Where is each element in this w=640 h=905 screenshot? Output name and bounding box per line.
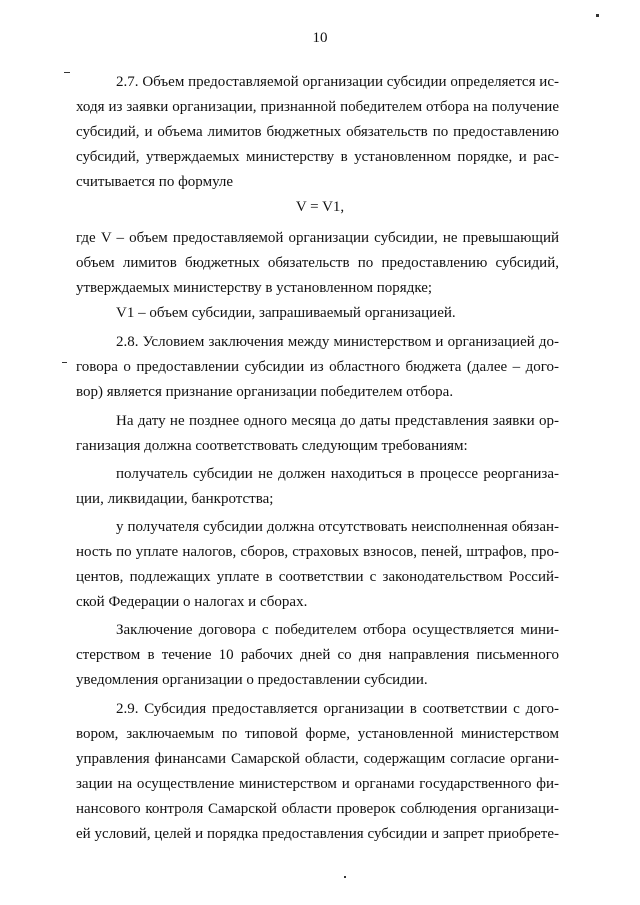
scan-speck bbox=[64, 72, 70, 73]
text-line: объем лимитов бюджетных обязательств по предоставлению субсидий, bbox=[76, 255, 559, 271]
text-line: ганизация должна соответствовать следующим требованиям: bbox=[76, 438, 468, 454]
text-line: уведомления организации о предоставлении субсидии. bbox=[76, 672, 428, 688]
text-line: вором, заключаемым по типовой форме, установленной министерством bbox=[76, 726, 559, 742]
text-line: центов, подлежащих уплате в соответствии с законодательством Россий- bbox=[76, 569, 559, 585]
text-line: Заключение договора с победителем отбора осуществляется мини- bbox=[116, 622, 559, 638]
text-line: 2.9. Субсидия предоставляется организации в соответствии с дого- bbox=[116, 701, 559, 717]
text-line: ность по уплате налогов, сборов, страховых взносов, пеней, штрафов, про- bbox=[76, 544, 559, 560]
text-line: у получателя субсидии должна отсутствовать неисполненная обязан- bbox=[116, 519, 559, 535]
text-line: субсидий, утверждаемых министерству в установленном порядке, и рас- bbox=[76, 149, 559, 165]
text-line: На дату не позднее одного месяца до даты представления заявки ор- bbox=[116, 413, 559, 429]
text-line: 2.7. Объем предоставляемой организации субсидии определяется ис- bbox=[116, 74, 559, 90]
text-line: зации на осуществление министерством и органами государственного фи- bbox=[76, 776, 559, 792]
text-line: субсидий, и объема лимитов бюджетных обязательств по предоставлению bbox=[76, 124, 559, 140]
text-line: управления финансами Самарской области, содержащим согласие органи- bbox=[76, 751, 559, 767]
text-line: нансового контроля Самарской области проверок соблюдения организаци- bbox=[76, 801, 559, 817]
text-line: стерством в течение 10 рабочих дней со дня направления письменного bbox=[76, 647, 559, 663]
text-line: получатель субсидии не должен находиться в процессе реорганиза- bbox=[116, 466, 559, 482]
text-line: ции, ликвидации, банкротства; bbox=[76, 491, 274, 507]
text-line: говора о предоставлении субсидии из областного бюджета (далее – дого- bbox=[76, 359, 559, 375]
text-line: где V – объем предоставляемой организации субсидии, не превышающий bbox=[76, 230, 559, 246]
scan-speck bbox=[596, 14, 599, 17]
text-line: V1 – объем субсидии, запрашиваемый организацией. bbox=[116, 305, 456, 321]
scan-speck bbox=[344, 876, 346, 878]
text-line: 2.8. Условием заключения между министерством и организацией до- bbox=[116, 334, 559, 350]
text-line: утверждаемых министерству в установленном порядке; bbox=[76, 280, 433, 296]
scan-speck bbox=[62, 362, 67, 363]
text-line: ей условий, целей и порядка предоставления субсидии и запрет приобрете- bbox=[76, 826, 559, 842]
text-line: ской Федерации о налогах и сборах. bbox=[76, 594, 308, 610]
text-line: вор) является признание организации победителем отбора. bbox=[76, 384, 454, 400]
page-number: 10 bbox=[312, 30, 328, 46]
text-line: ходя из заявки организации, признанной победителем отбора на получение bbox=[76, 99, 559, 115]
formula: V = V1, bbox=[295, 199, 345, 215]
text-line: считывается по формуле bbox=[76, 174, 234, 190]
